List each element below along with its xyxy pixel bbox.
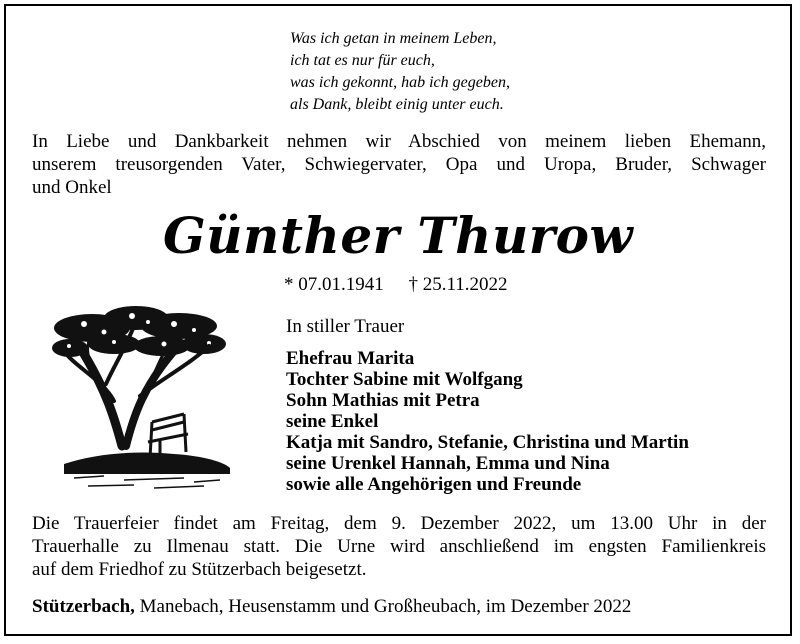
service-text: [32, 512, 766, 581]
intro-text: [32, 130, 766, 199]
poem-line: was ich gekonnt, hab ich gegeben,: [290, 74, 510, 91]
deceased-name: Günther Thurow: [162, 206, 634, 265]
poem: [290, 28, 510, 116]
service-line: Die Trauerfeier findet am Freitag, dem 9. Dezember 2022, um 13.00 Uhr in der: [32, 513, 766, 534]
footer-places: [32, 596, 631, 618]
footer-place-rest: Manebach, Heusenstamm und Großheubach, im Dezember 2022: [134, 596, 632, 617]
family-line: seine Urenkel Hannah, Emma und Nina: [286, 453, 610, 474]
family-line: seine Enkel: [286, 411, 379, 432]
family-line: Katja mit Sandro, Stefanie, Christina und Martin: [286, 432, 689, 453]
family-line: Sohn Mathias mit Petra: [286, 390, 480, 411]
mourning-label: In stiller Trauer: [286, 316, 405, 337]
footer-place-bold: Stützerbach,: [32, 596, 135, 617]
service-line: Trauerhalle zu Ilmenau statt. Die Urne wird anschließend im engsten Familienkreis: [32, 536, 766, 557]
death-date: † 25.11.2022: [408, 274, 508, 295]
poem-line: Was ich getan in meinem Leben,: [290, 30, 497, 47]
family-list: [286, 348, 689, 495]
family-line: Ehefrau Marita: [286, 348, 415, 369]
intro-line: In Liebe und Dankbarkeit nehmen wir Abschied von meinem lieben Ehemann,: [32, 131, 766, 152]
obituary-notice: [4, 4, 792, 636]
life-dates: [284, 274, 508, 296]
poem-line: ich tat es nur für euch,: [290, 52, 435, 69]
tree-with-bench-icon: [44, 296, 234, 496]
poem-line: als Dank, bleibt einig unter euch.: [290, 96, 504, 113]
family-line: sowie alle Angehörigen und Freunde: [286, 474, 582, 495]
birth-date: * 07.01.1941: [284, 274, 384, 295]
service-line: auf dem Friedhof zu Stützerbach beigesetzt.: [32, 559, 367, 580]
intro-line: unserem treusorgenden Vater, Schwiegervater, Opa und Uropa, Bruder, Schwager: [32, 154, 766, 175]
intro-line: und Onkel: [32, 177, 112, 198]
family-line: Tochter Sabine mit Wolfgang: [286, 369, 523, 390]
